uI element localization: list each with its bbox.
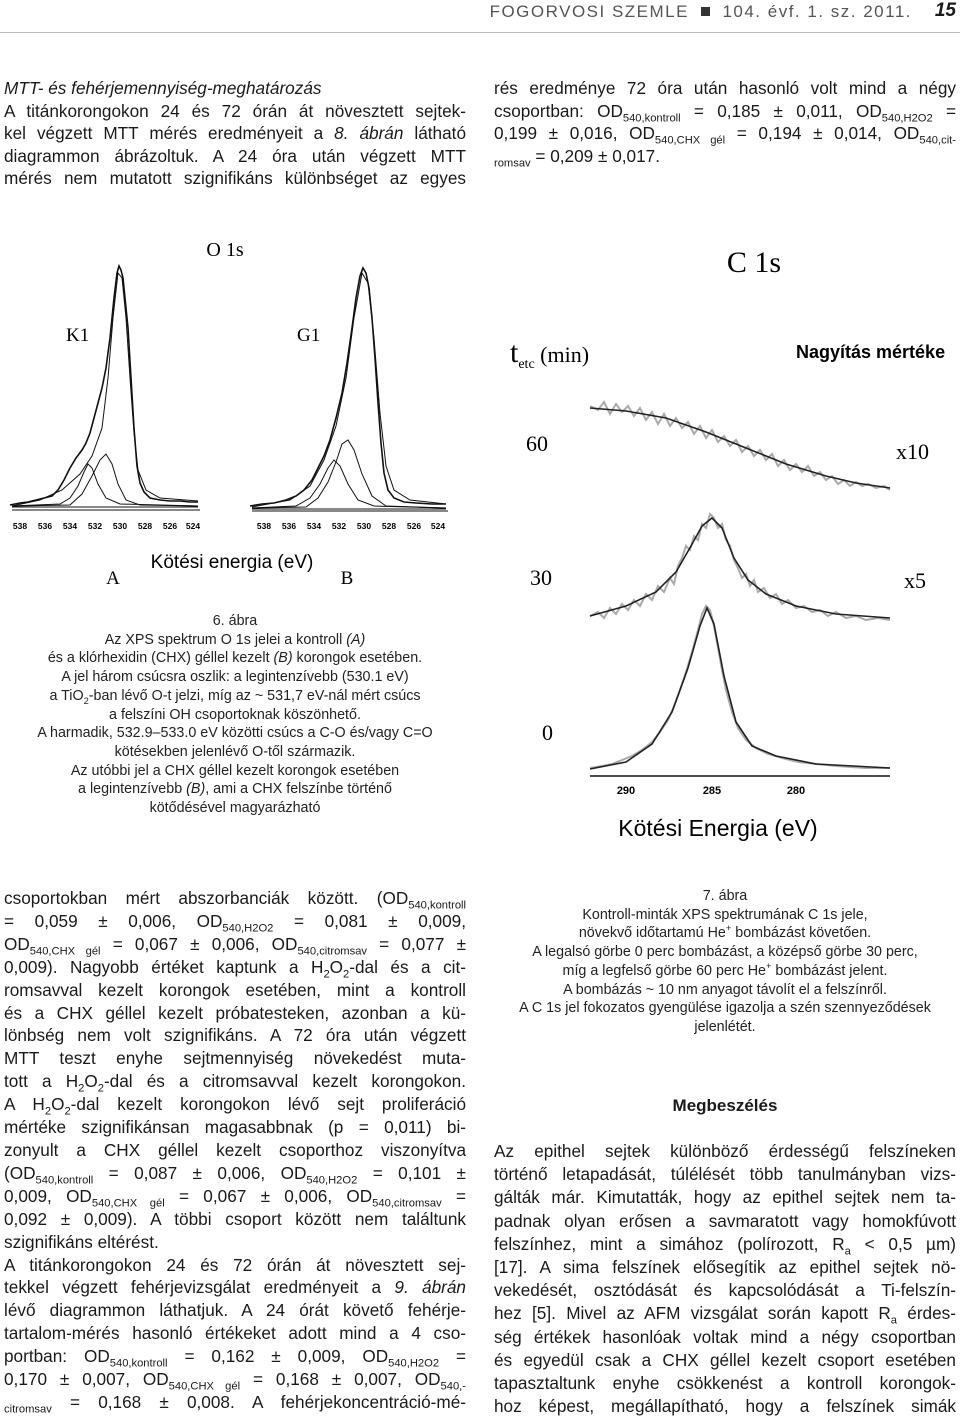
tick-label: 524 (185, 521, 201, 531)
fig7-zoom-label: Nagyítás mértéke (796, 342, 946, 362)
fig7-row-zoom: x5 (904, 568, 926, 593)
tick-label: 538 (256, 521, 272, 531)
tick-label: 524 (430, 521, 446, 531)
page-number: 15 (934, 0, 956, 21)
text-line: csoportban: $OD_{540,kontroll} = 0,185 \pm 0,011$, $OD_{540,H2O2}$ = (494, 100, 957, 125)
fig6-xlabel: Kötési energia (eV) (150, 552, 314, 573)
text-line: A titánkorongokon 24 és 72 órán át növesztett sejtek- (4, 100, 466, 121)
tick-label: 530 (112, 521, 128, 531)
square-bullet-icon (701, 7, 710, 16)
left-bottom-text: csoportokban mért abszorbanciák között. ($OD_{540,kontroll}$ = 0,059 ± 0,006, $OD_{540,H2O2} = 0,081 \pm 0,009$, $OD_{540,CHX gél} = 0,067 \pm 0,006$, $OD_{540,citromsav} = 0,077$ ± 0,009). Nagyobb értéket kaptunk a $H_2O_2$-dal és a cit- romsavval kezelt korongok esetében, mint a kontroll és a CHX géllel kezelt próbatesteken, azonban a kü- lönbség nem volt szignifikáns. A 72 óra után végzett MTT teszt enyhe sejtmennyiség növekedést muta- tott a $H_2O_2$-dal és a citromsavval kezelt korongokon. A $H_2O_2$-dal kezelt korongokon lévő sejt proliferáció mértéke szignifikánsan magasabbnak (p = 0,011) bi- zonyult a CHX géllel kezelt csoporthoz viszonyítva ($OD_{540,kontroll} = 0,087 \pm 0,006$, $OD_{540,H2O2} = 0,101$ ± 0,009, $OD_{540,CHX gél} = 0,067 \pm 0,006$, $OD_{540,citromsav}$ = 0,092 ± 0,009). A többi csoport között nem találtunk szignifikáns eltérést. A titánkorongokon 24 és 72 órán át növesztett sej- tekkel végzett fehérjevizsgálat eredményeit a 9. ábrán lévő diagrammon láthatjuk. A 24 órát követő fehérje- tartalom-mérés hasonló értékeket adott mind a 4 cso- portban: $OD_{540,kontroll} = 0,162 \pm 0,009$, $OD_{540,H2O2}$ = 0,170 ± 0,007, $OD_{540,CHX gél} = 0,168 \pm 0,007$, $OD_{540,-}$ $_{citromsav}$ = 0,168 ± 0,008. A fehérjekoncentráció-mé- (4, 888, 467, 1416)
fig7-xlabel: Kötési Energia (eV) (618, 815, 818, 841)
tick-label: 534 (306, 521, 322, 531)
text-line: 0,199 ± 0,016, $OD_{540,CHX gél} = 0,194 \pm 0,014$, $OD_{540,cit-}$ (494, 123, 956, 147)
page-header (0, 0, 960, 32)
fig7-row-zoom: x10 (896, 439, 929, 464)
journal-name: FOGORVOSI SZEMLE (489, 2, 689, 21)
tick-label: 536 (281, 521, 297, 531)
tick-label: 534 (62, 521, 78, 531)
figure-ref: 8. ábrán (334, 123, 404, 144)
left-top-text (4, 77, 466, 190)
tick-label: 536 (37, 521, 53, 531)
fig6-panel-a-label: K1 (66, 325, 90, 346)
fig6-title: O 1s (206, 239, 244, 261)
tick-label: 280 (786, 785, 806, 797)
caption-label: 6. ábra (212, 613, 258, 629)
right-top-text (494, 77, 957, 170)
tick-label: 528 (381, 521, 397, 531)
figure-7-xps-c1s (486, 228, 960, 858)
tick-label: 528 (137, 521, 153, 531)
right-bottom-text: Az epithel sejtek különböző érdességű felszíneken történő letapadását, túlélését több tanulmányban vizs- gálták már. Kimutatták, hogy az epithel sejtek nem ta- padnak olyan erősen a savmaratott vagy homokfúvott felszínhez, mint a simához (polírozott, $R_a < 0,5$ µm) [17]. A sima felszínek elősegítik az epithel sejtek nö- vekedését, osztódását és kapcsolódását a Ti-felszín- hez [5]. Mivel az AFM vizsgálat során kapott $R_a$ érdes- ség értékek hasonlóak voltak mind a négy csoportban és egyedül csak a CHX géllel kezelt csoport esetében tapasztaltunk enyhe csökkenést a kontroll korongok- hoz képest, megállapítható, hogy a felszínek simák (494, 1141, 956, 1417)
tick-label: 530 (356, 521, 372, 531)
section-heading-discussion: Megbeszélés (672, 1096, 778, 1115)
text-line: rés eredménye 72 óra után hasonló volt mind a négy (494, 78, 956, 98)
fig7-row-time: 60 (526, 431, 548, 456)
tick-label: 285 (702, 785, 722, 797)
text-line: mérés nem mutatott szignifikáns különbséget az egyes (4, 168, 466, 189)
issue-info: 104. évf. 1. sz. 2011. (722, 2, 912, 21)
figure-7-caption: 7. ábra Kontroll-minták XPS spektrumának C 1s jele, növekvő időtartamú He+ bombázást követően. A legalsó görbe 0 perc bombázást, a középső görbe 30 perc, míg a legfelső görbe 60 perc He+ bombázást jelent. A bombázás ~ 10 nm anyagot távolít el a felszínről. A C 1s jel fokozatos gyengülése igazolja a szén szennyeződések jelenlétét. (494, 887, 956, 1037)
fig7-t-label: $t_{etc}$ $^{(min)}$ (510, 336, 590, 372)
tick-label: 532 (331, 521, 347, 531)
tick-label: 532 (87, 521, 103, 531)
fig7-row-time: 0 (542, 720, 553, 745)
figure-6-xps-o1s (0, 228, 470, 608)
text-line: $_{romsav}$ = 0,209 ± 0,017. (494, 145, 660, 170)
fig6-letter-b: B (340, 568, 354, 589)
fig7-row-time: 30 (530, 565, 552, 590)
figure-6-caption: 6. ábra Az XPS spektrum O 1s jelei a kontroll (A) és a klórhexidin (CHX) géllel kezelt (B) korongok esetében. A jel három csúcsra oszlik: a legintenzívebb (530.1 eV) a TiO$_2$-ban lévő O-t jelzi, míg az ~ 531,7 eV-nál mért csúcs a felszíni OH csoportoknak köszönhető. A harmadik, 532.9–533.0 eV közötti csúcs a C-O és/vagy C=O kötésekben jelenlévő O-től származik. Az utóbbi jel a CHX géllel kezelt korongok esetében a legintenzívebb (B), ami a CHX felszínbe történő kötődésével magyarázható (4, 612, 466, 818)
fig6-letter-a: A (106, 568, 120, 589)
text-line: kel végzett MTT mérés eredményeit a 8. ábrán látható (4, 123, 467, 144)
tick-label: 526 (406, 521, 422, 531)
running-head (490, 2, 912, 22)
tick-label: 526 (162, 521, 178, 531)
tick-label: 290 (616, 785, 636, 797)
text-line: diagrammon ábrázoltuk. A 24 óra után végzett MTT (4, 145, 466, 166)
header-rule (0, 32, 960, 33)
fig7-title: C 1s (726, 246, 782, 279)
caption-label: 7. ábra (702, 888, 748, 904)
fig6-panel-b-label: G1 (297, 325, 321, 346)
figure-ref: 9. ábrán (394, 1277, 466, 1298)
tick-label: 538 (12, 521, 28, 531)
section-heading: MTT- és fehérjemennyiség-meghatározás (4, 78, 322, 98)
